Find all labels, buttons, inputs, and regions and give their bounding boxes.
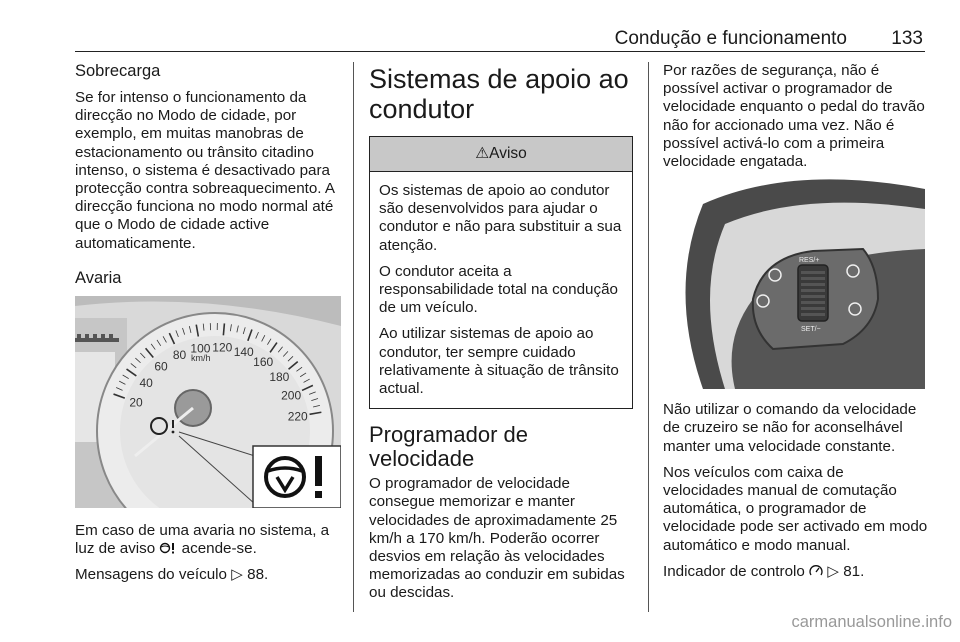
gauge-label: 120 — [212, 340, 233, 355]
gearbox-note: Nos veículos com caixa de velocidades manual de comutação automática, o programador de velocidade pode ser activado em modo automático e modo manual. — [663, 463, 928, 554]
watermark: carmanualsonline.info — [791, 613, 952, 631]
page-ref-arrow-icon: ▷ — [231, 566, 243, 584]
speedometer-figure — [75, 296, 341, 508]
column-divider-2 — [648, 62, 649, 612]
page-header — [75, 25, 925, 52]
control-indicator-text: Indicador de controlo — [663, 562, 805, 580]
column-divider-1 — [353, 62, 354, 612]
overload-text: Se for intenso o funcionamento da direcção no Modo de cidade, por exemplo, em muitas manobras de estacionamento ou trânsito citadino intenso, o sistema é desactivado para protecção contra sobreaquecimento. A direcção funciona no modo normal até que o Modo de cidade active automaticamente. — [75, 89, 335, 252]
fault-text-part1: Em caso de uma avaria no sistema, a luz de aviso — [75, 521, 330, 558]
safety-text: Por razões de segurança, não é possível activar o programador de velocidade enquanto o pedal do travão não for accionado uma vez. Não é possível activá-lo com a primeira velocidade engatada. — [663, 62, 925, 171]
warning-header — [370, 137, 632, 172]
control-indicator-page[interactable]: 81. — [843, 562, 865, 580]
vehicle-messages-text: Mensagens do veículo — [75, 566, 227, 584]
gauge-label: 160 — [253, 355, 274, 370]
res-label: RES/+ — [799, 257, 820, 265]
gauge-unit: km/h — [191, 352, 211, 363]
gauge-label: 220 — [287, 409, 308, 424]
steering-wheel-figure — [663, 179, 925, 389]
column-2 — [369, 62, 634, 611]
set-label: SET/− — [801, 326, 821, 334]
gauge-label: 60 — [154, 359, 168, 374]
header-title: Condução e funcionamento — [614, 28, 847, 49]
fault-text — [75, 522, 341, 558]
column-3 — [663, 62, 928, 589]
warning-text-1: Os sistemas de apoio ao condutor são desenvolvidos para ajudar o condutor e não para substituir a sua atenção. — [379, 182, 622, 254]
gauge-label: 20 — [129, 395, 143, 410]
gauge-label: 40 — [139, 375, 153, 390]
fault-heading: Avaria — [75, 268, 122, 287]
gauge-tick — [223, 323, 224, 335]
page-ref-arrow-icon: ▷ — [827, 562, 839, 580]
gauge-label: 140 — [233, 344, 254, 359]
gauge-label: 80 — [172, 347, 187, 362]
gauge-label: 200 — [281, 388, 302, 403]
gauge-label: 100 — [190, 341, 211, 356]
steering-warning-inline-icon — [159, 542, 177, 554]
warning-box — [369, 136, 633, 409]
gauge-label: 180 — [269, 369, 290, 384]
cruise-control-heading: Programador de velocidade — [369, 422, 528, 472]
control-indicator-ref — [663, 563, 928, 581]
vehicle-messages-page[interactable]: 88. — [247, 566, 269, 584]
cruise-indicator-icon — [809, 565, 823, 577]
warning-text-3: Ao utilizar sistemas de apoio ao condutor, ter sempre cuidado relativamente à situação de trânsito actual. — [379, 325, 619, 398]
cruise-control-text: O programador de velocidade consegue memorizar e manter velocidades de aproximadamente 25 km/h a 170 km/h. Poderão ocorrer desvios em relação às velocidades memorizadas ao conduzir em subidas ou descidas. — [369, 475, 625, 602]
warning-triangle-icon: ⚠ — [475, 145, 490, 162]
page-number: 133 — [891, 28, 923, 49]
section-title: Sistemas de apoio ao condutor — [369, 64, 629, 124]
usage-note: Não utilizar o comando da velocidade de cruzeiro se não for aconselhável manter uma velocidade constante. — [663, 401, 917, 455]
column-1 — [75, 62, 341, 592]
warning-text-2: O condutor aceita a responsabilidade total na condução de um veículo. — [379, 262, 618, 317]
warning-label: Aviso — [489, 145, 527, 162]
fault-text-part2: acende-se. — [181, 540, 257, 558]
vehicle-messages-ref — [75, 566, 341, 584]
overload-heading: Sobrecarga — [75, 62, 161, 80]
